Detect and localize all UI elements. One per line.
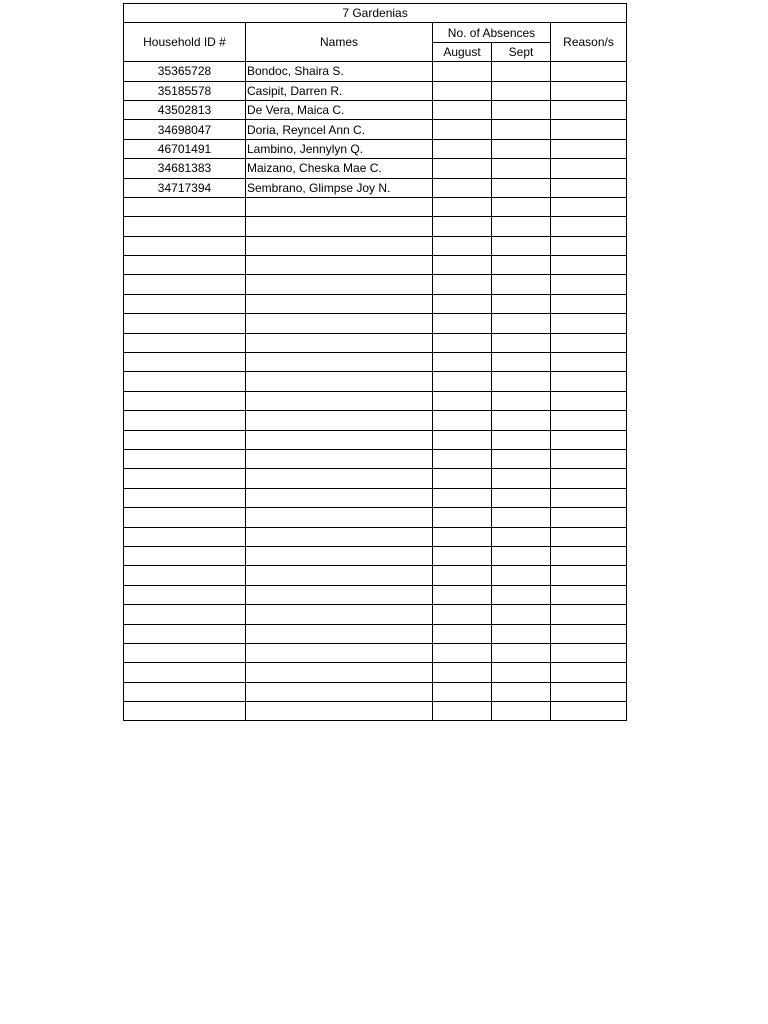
august-absences-cell [433, 527, 492, 546]
table-row [124, 372, 627, 391]
reason-cell [551, 275, 627, 294]
sept-absences-cell [492, 314, 551, 333]
reason-cell [551, 585, 627, 604]
table-row [124, 139, 627, 158]
sept-absences-cell [492, 81, 551, 100]
name-cell [246, 488, 433, 507]
table-row [124, 256, 627, 275]
august-absences-cell [433, 624, 492, 643]
table-row [124, 624, 627, 643]
name-cell [246, 353, 433, 372]
name-cell [246, 566, 433, 585]
august-absences-cell [433, 81, 492, 100]
table-row [124, 411, 627, 430]
sept-absences-cell [492, 333, 551, 352]
household-id-cell [124, 353, 246, 372]
august-absences-cell [433, 236, 492, 255]
name-cell [246, 546, 433, 565]
table-row [124, 585, 627, 604]
sept-absences-cell [492, 488, 551, 507]
household-id-cell: 34717394 [124, 178, 246, 197]
august-absences-cell [433, 294, 492, 313]
absence-sheet-table [123, 3, 627, 721]
name-cell [246, 294, 433, 313]
household-id-cell [124, 624, 246, 643]
household-id-cell [124, 702, 246, 721]
august-absences-cell [433, 702, 492, 721]
table-row [124, 391, 627, 410]
sept-absences-cell [492, 139, 551, 158]
table-row [124, 178, 627, 197]
name-cell: De Vera, Maica C. [246, 100, 433, 119]
household-id-cell [124, 566, 246, 585]
household-id-cell [124, 449, 246, 468]
names-header: Names [246, 23, 433, 62]
sept-absences-cell [492, 508, 551, 527]
household-id-cell [124, 488, 246, 507]
name-cell [246, 469, 433, 488]
household-id-cell: 46701491 [124, 139, 246, 158]
table-row [124, 236, 627, 255]
august-absences-cell [433, 139, 492, 158]
august-absences-cell [433, 314, 492, 333]
household-id-cell [124, 391, 246, 410]
august-absences-cell [433, 488, 492, 507]
reason-cell [551, 159, 627, 178]
table-row [124, 566, 627, 585]
sept-absences-cell [492, 100, 551, 119]
table-row [124, 217, 627, 236]
sept-absences-cell [492, 62, 551, 81]
table-row [124, 159, 627, 178]
reason-cell [551, 217, 627, 236]
reason-cell [551, 62, 627, 81]
sept-absences-cell [492, 294, 551, 313]
name-cell: Bondoc, Shaira S. [246, 62, 433, 81]
sept-absences-cell [492, 605, 551, 624]
sept-absences-cell [492, 372, 551, 391]
household-id-cell [124, 469, 246, 488]
name-cell [246, 508, 433, 527]
reason-cell [551, 81, 627, 100]
name-cell: Doria, Reyncel Ann C. [246, 120, 433, 139]
name-cell [246, 527, 433, 546]
table-row [124, 663, 627, 682]
household-id-cell [124, 663, 246, 682]
august-absences-cell [433, 508, 492, 527]
sept-absences-cell [492, 585, 551, 604]
name-cell: Sembrano, Glimpse Joy N. [246, 178, 433, 197]
name-cell [246, 333, 433, 352]
august-absences-cell [433, 391, 492, 410]
name-cell: Lambino, Jennylyn Q. [246, 139, 433, 158]
table-row [124, 294, 627, 313]
table-row [124, 314, 627, 333]
reason-cell [551, 139, 627, 158]
sept-absences-cell [492, 275, 551, 294]
sept-absences-cell [492, 643, 551, 662]
august-absences-cell [433, 546, 492, 565]
sept-absences-cell [492, 430, 551, 449]
name-cell [246, 372, 433, 391]
reason-cell [551, 702, 627, 721]
reason-cell [551, 643, 627, 662]
reason-cell [551, 605, 627, 624]
reason-cell [551, 624, 627, 643]
reason-cell [551, 120, 627, 139]
household-id-cell [124, 527, 246, 546]
household-id-cell: 43502813 [124, 100, 246, 119]
august-absences-cell [433, 682, 492, 701]
august-absences-cell [433, 333, 492, 352]
name-cell [246, 391, 433, 410]
sept-absences-cell [492, 527, 551, 546]
reason-cell [551, 100, 627, 119]
household-id-cell [124, 256, 246, 275]
absences-header: No. of Absences [433, 23, 551, 42]
august-absences-cell [433, 449, 492, 468]
august-absences-cell [433, 585, 492, 604]
reason-cell [551, 372, 627, 391]
name-cell [246, 197, 433, 216]
table-row [124, 333, 627, 352]
table-row [124, 682, 627, 701]
household-id-cell: 34681383 [124, 159, 246, 178]
august-absences-cell [433, 469, 492, 488]
name-cell [246, 624, 433, 643]
sept-absences-cell [492, 217, 551, 236]
name-cell [246, 449, 433, 468]
household-id-cell [124, 411, 246, 430]
table-row [124, 546, 627, 565]
household-id-cell: 34698047 [124, 120, 246, 139]
reason-cell [551, 488, 627, 507]
household-id-cell [124, 294, 246, 313]
august-absences-cell [433, 120, 492, 139]
name-cell [246, 682, 433, 701]
table-row [124, 120, 627, 139]
household-id-cell [124, 236, 246, 255]
reason-cell [551, 663, 627, 682]
table-row [124, 81, 627, 100]
table-row [124, 488, 627, 507]
household-id-cell [124, 275, 246, 294]
sept-absences-cell [492, 236, 551, 255]
name-cell: Casipit, Darren R. [246, 81, 433, 100]
august-absences-cell [433, 217, 492, 236]
august-absences-cell [433, 643, 492, 662]
household-id-cell [124, 585, 246, 604]
table-row [124, 275, 627, 294]
sept-absences-cell [492, 178, 551, 197]
table-row [124, 197, 627, 216]
household-id-cell [124, 314, 246, 333]
sept-absences-cell [492, 159, 551, 178]
reason-cell [551, 197, 627, 216]
table-row [124, 508, 627, 527]
august-absences-cell [433, 197, 492, 216]
name-cell [246, 643, 433, 662]
august-header: August [433, 42, 492, 61]
name-cell [246, 275, 433, 294]
reason-cell [551, 391, 627, 410]
household-id-cell [124, 333, 246, 352]
household-id-cell [124, 682, 246, 701]
august-absences-cell [433, 411, 492, 430]
household-id-cell [124, 643, 246, 662]
august-absences-cell [433, 663, 492, 682]
sept-absences-cell [492, 546, 551, 565]
reasons-header: Reason/s [551, 23, 627, 62]
name-cell [246, 411, 433, 430]
household-id-cell [124, 372, 246, 391]
table-row [124, 527, 627, 546]
sept-header: Sept [492, 42, 551, 61]
household-id-cell [124, 217, 246, 236]
reason-cell [551, 333, 627, 352]
sept-absences-cell [492, 702, 551, 721]
name-cell: Maizano, Cheska Mae C. [246, 159, 433, 178]
reason-cell [551, 256, 627, 275]
reason-cell [551, 546, 627, 565]
header-row [124, 23, 627, 42]
name-cell [246, 217, 433, 236]
sept-absences-cell [492, 663, 551, 682]
august-absences-cell [433, 178, 492, 197]
household-id-cell [124, 605, 246, 624]
august-absences-cell [433, 62, 492, 81]
sept-absences-cell [492, 256, 551, 275]
august-absences-cell [433, 159, 492, 178]
reason-cell [551, 411, 627, 430]
reason-cell [551, 294, 627, 313]
table-row [124, 100, 627, 119]
household-id-header: Household ID # [124, 23, 246, 62]
table-row [124, 643, 627, 662]
august-absences-cell [433, 430, 492, 449]
name-cell [246, 585, 433, 604]
sheet-body [124, 62, 627, 721]
sept-absences-cell [492, 120, 551, 139]
reason-cell [551, 449, 627, 468]
sept-absences-cell [492, 682, 551, 701]
household-id-cell: 35185578 [124, 81, 246, 100]
august-absences-cell [433, 566, 492, 585]
reason-cell [551, 566, 627, 585]
august-absences-cell [433, 100, 492, 119]
sept-absences-cell [492, 353, 551, 372]
table-row [124, 469, 627, 488]
august-absences-cell [433, 275, 492, 294]
household-id-cell [124, 197, 246, 216]
reason-cell [551, 353, 627, 372]
august-absences-cell [433, 353, 492, 372]
reason-cell [551, 469, 627, 488]
name-cell [246, 314, 433, 333]
name-cell [246, 663, 433, 682]
table-row [124, 702, 627, 721]
sept-absences-cell [492, 391, 551, 410]
sept-absences-cell [492, 566, 551, 585]
table-row [124, 605, 627, 624]
reason-cell [551, 178, 627, 197]
table-row [124, 430, 627, 449]
household-id-cell [124, 508, 246, 527]
name-cell [246, 256, 433, 275]
reason-cell [551, 430, 627, 449]
household-id-cell [124, 546, 246, 565]
reason-cell [551, 236, 627, 255]
sept-absences-cell [492, 449, 551, 468]
sept-absences-cell [492, 624, 551, 643]
august-absences-cell [433, 372, 492, 391]
household-id-cell [124, 430, 246, 449]
sheet-title: 7 Gardenias [124, 4, 627, 23]
table-row [124, 449, 627, 468]
august-absences-cell [433, 256, 492, 275]
reason-cell [551, 527, 627, 546]
table-row [124, 353, 627, 372]
reason-cell [551, 682, 627, 701]
sept-absences-cell [492, 197, 551, 216]
title-row [124, 4, 627, 23]
august-absences-cell [433, 605, 492, 624]
name-cell [246, 605, 433, 624]
reason-cell [551, 314, 627, 333]
sept-absences-cell [492, 411, 551, 430]
name-cell [246, 236, 433, 255]
household-id-cell: 35365728 [124, 62, 246, 81]
name-cell [246, 702, 433, 721]
table-row [124, 62, 627, 81]
reason-cell [551, 508, 627, 527]
name-cell [246, 430, 433, 449]
sept-absences-cell [492, 469, 551, 488]
